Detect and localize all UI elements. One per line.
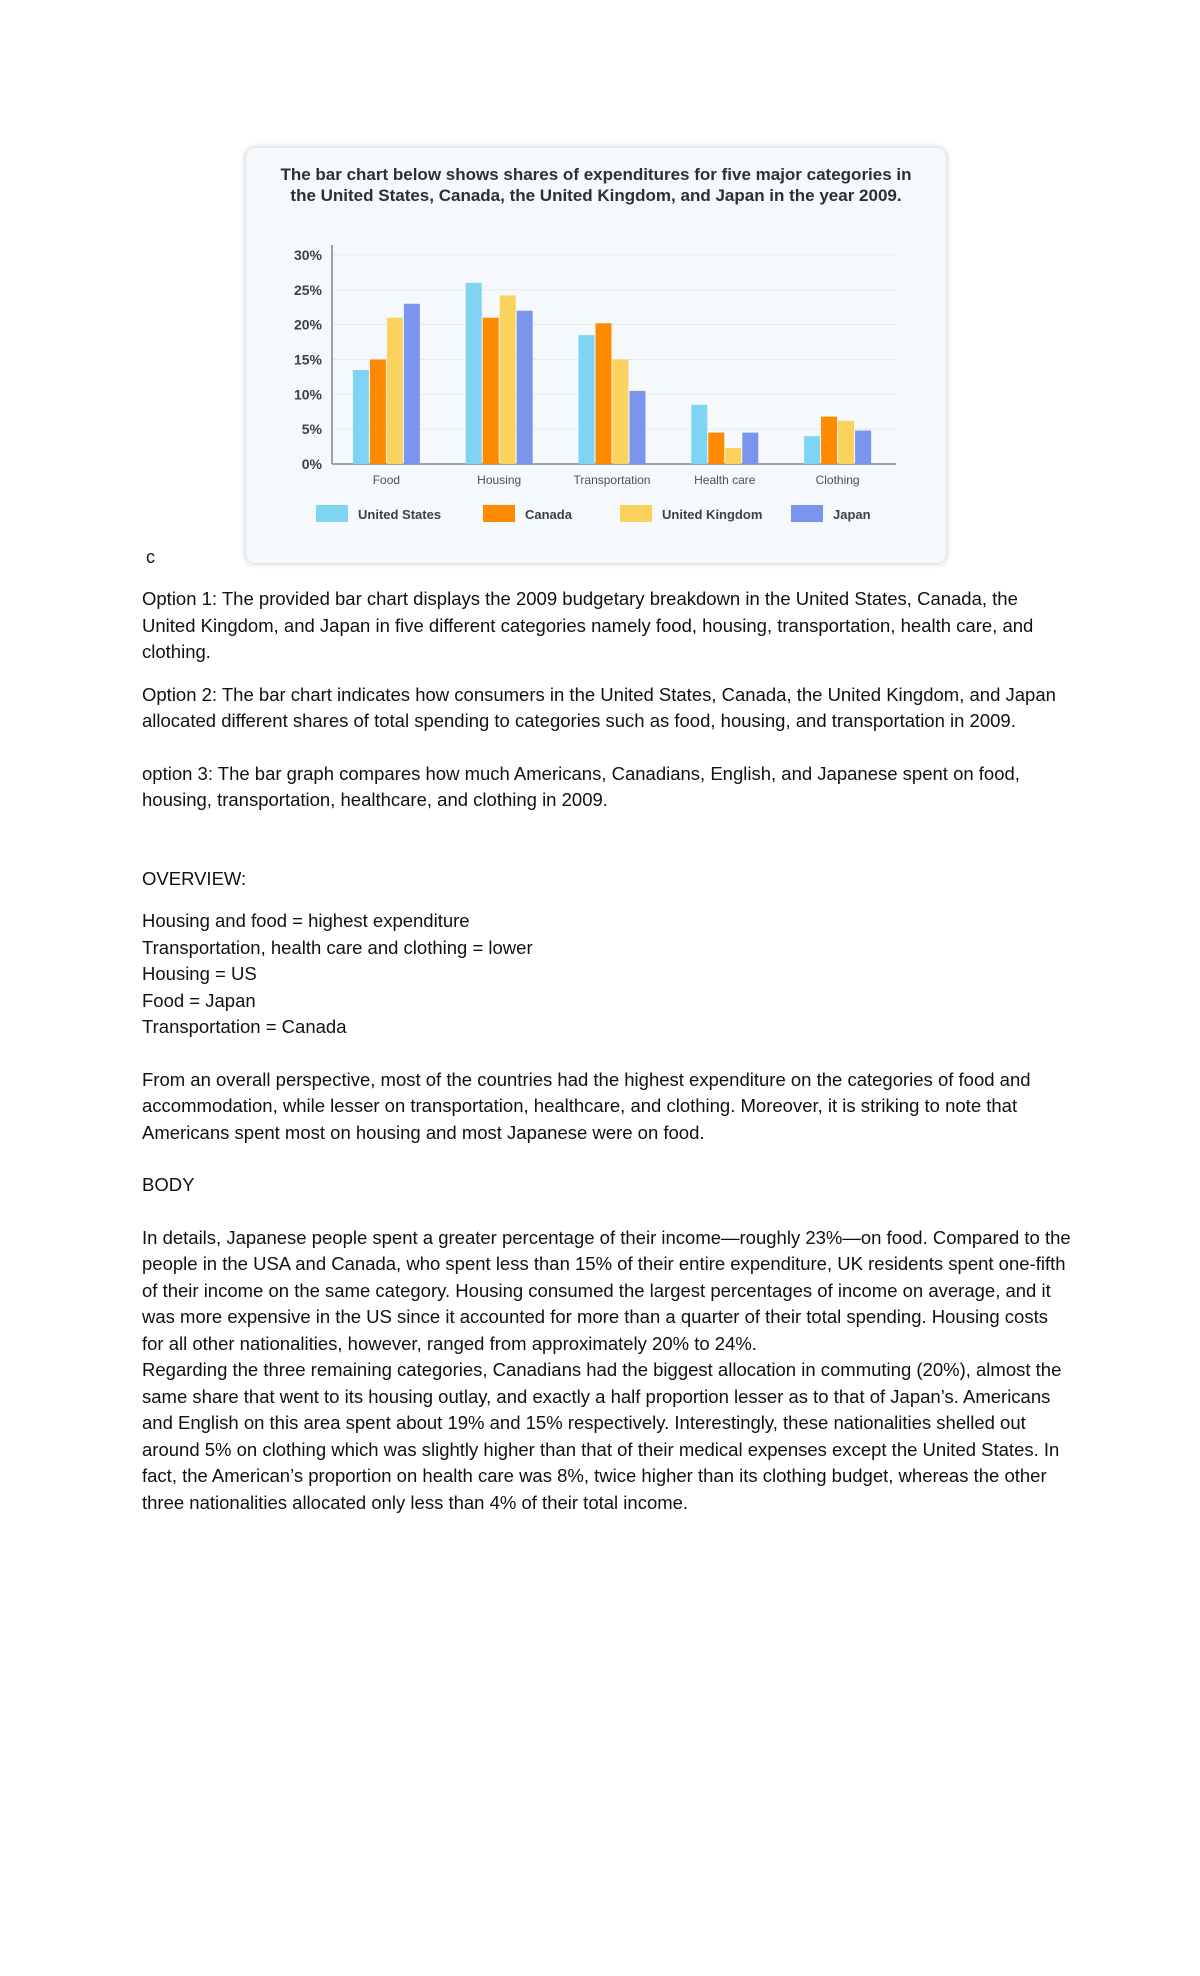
bar — [613, 360, 629, 465]
chart-title: The bar chart below shows shares of expenditures for five major categories in the United States, Canada, the United Kingdom, and Japan in the year 2009. — [280, 165, 912, 205]
bar — [579, 335, 595, 464]
overview-notes — [142, 908, 1072, 1041]
legend-swatch — [483, 505, 515, 522]
bar — [821, 417, 837, 464]
x-tick-label: Health care — [694, 473, 756, 487]
overview-note: Housing and food = highest expenditure — [142, 910, 470, 931]
legend-label: Japan — [833, 507, 871, 522]
bar — [630, 391, 646, 464]
bar — [483, 318, 499, 464]
legend-swatch — [791, 505, 823, 522]
bar-chart — [246, 148, 946, 563]
overview-note: Housing = US — [142, 963, 257, 984]
document-body — [142, 586, 1072, 1516]
bar — [708, 433, 724, 464]
overview-note: Food = Japan — [142, 989, 256, 1011]
y-tick-label: 30% — [293, 247, 322, 263]
option-3: option 3: The bar graph compares how much Americans, Canadians, English, and Japanese spent on food, housing, transportation, healthcare, and clothing in 2009. — [142, 762, 1020, 810]
bar — [838, 421, 854, 464]
bar — [804, 436, 820, 464]
overview-note: Transportation = Canada — [142, 1016, 347, 1037]
bar — [404, 304, 420, 464]
bar — [500, 295, 516, 464]
body-paragraph-2: Regarding the three remaining categories, Canadians had the biggest allocation in commuting (20%), almost the same share that went to its housing outlay, and exactly a half proportion lesser as to that of Japan’s. Americans and English on this area spent about 19% and 15% respectively. Interestingly, these nationalities shelled out around 5% on clothing which was slightly higher than that of their medical expenses except the United States. In fact, the American’s proportion on health care was 8%, twice higher than its clothing budget, whereas the other three nationalities allocated only less than 4% of their total income. — [142, 1359, 1062, 1513]
bar — [466, 283, 482, 464]
bar — [855, 431, 871, 464]
bar — [742, 433, 758, 464]
y-tick-label: 15% — [293, 351, 322, 368]
bar — [596, 323, 612, 464]
y-tick-label: 20% — [293, 316, 322, 333]
body-heading: BODY — [142, 1174, 195, 1195]
y-tick-label: 25% — [293, 281, 322, 298]
chart-card — [245, 147, 947, 564]
bar — [387, 318, 403, 464]
legend-label: Canada — [525, 507, 572, 522]
y-tick-label: 0% — [301, 456, 322, 472]
overview-heading: OVERVIEW: — [142, 867, 247, 889]
option-1: Option 1: The provided bar chart displays the 2009 budgetary breakdown in the United States, Canada, the United Kingdom, and Japan in five different categories namely food, housing, transportation, health care, and clothing. — [142, 588, 1034, 662]
bar — [370, 360, 386, 465]
x-tick-label: Transportation — [573, 473, 651, 487]
legend-swatch — [620, 505, 652, 522]
option-2: Option 2: The bar chart indicates how consumers in the United States, Canada, the United Kingdom, and Japan allocated different shares of total spending to categories such as food, housing, and transportation in 2009. — [142, 683, 1056, 731]
stray-mark: c — [146, 547, 155, 567]
legend-label: United States — [358, 507, 442, 522]
body-paragraph-1: In details, Japanese people spent a greater percentage of their income—roughly 23%—on food. Compared to the people in the USA and Canada, who spent less than 15% of their entire expenditure, UK residents spent one-fifth of their income on the same category. Housing consumed the largest percentages of income on average, and it was more expensive in the US since it accounted for more than a quarter of their total spending. Housing costs for all other nationalities, however, ranged from approximately 20% to 24%. — [142, 1226, 1071, 1354]
legend-swatch — [316, 505, 348, 522]
bar — [725, 448, 741, 464]
x-tick-label: Housing — [477, 473, 522, 487]
overview-note: Transportation, health care and clothing = lower — [142, 936, 533, 958]
y-tick-label: 10% — [293, 386, 322, 403]
legend-label: United Kingdom — [662, 507, 763, 522]
x-tick-label: Clothing — [815, 473, 860, 487]
x-tick-label: Food — [372, 473, 401, 487]
bar — [353, 370, 369, 464]
bar — [517, 311, 533, 464]
bar — [691, 405, 707, 464]
y-tick-label: 5% — [301, 421, 322, 438]
overview-paragraph: From an overall perspective, most of the countries had the highest expenditure on the categories of food and accommodation, while lesser on transportation, healthcare, and clothing. Moreover, it is striking to note that Americans spent most on housing and most Japanese were on food. — [142, 1068, 1031, 1143]
